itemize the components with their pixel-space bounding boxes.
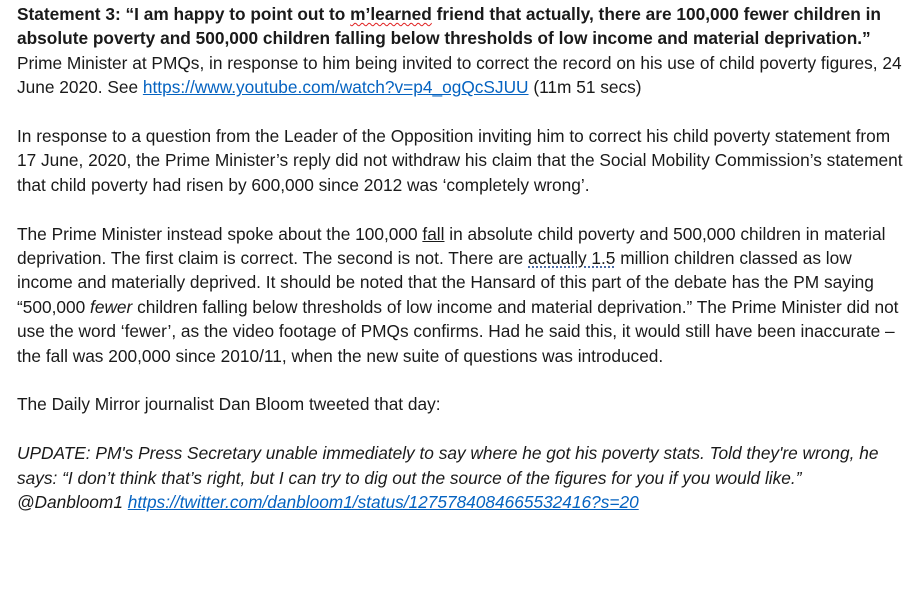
statement-quote: Statement 3: “I am happy to point out to m’learned friend that actually, there are 100,000 fewer children in absolute poverty and 500,000 children falling below thresholds of low income and material deprivation.”	[17, 4, 881, 49]
response-paragraph: In response to a question from the Leader of the Opposition inviting him to correct his child poverty statement from 17 June, 2020, the Prime Minister’s reply did not withdraw his claim that the Social Mobility Commission’s statement that child poverty had risen by 600,000 since 2012 was ‘completely wrong’.	[17, 126, 903, 195]
youtube-link[interactable]: https://www.youtube.com/watch?v=p4_ogQcSJUU	[142, 77, 529, 98]
twitter-link[interactable]: https://twitter.com/danbloom1/status/1275784084665532416?s=20	[127, 492, 639, 513]
fall-word: fall	[422, 223, 445, 244]
paragraph-spacer	[17, 197, 907, 221]
document-body	[17, 0, 907, 514]
video-timestamp: (11m 51 secs)	[528, 77, 642, 98]
paragraph-spacer	[17, 100, 907, 124]
tweet-intro-paragraph: The Daily Mirror journalist Dan Bloom tweeted that day:	[17, 394, 441, 415]
tweet-quote	[17, 441, 907, 514]
statement-context: Prime Minister at PMQs, in response to him being invited to correct the record on his use of child poverty figures, 24 June 2020. See	[17, 52, 902, 98]
spelling-flagged-word[interactable]: m’learned	[350, 4, 432, 24]
grammar-flagged-phrase[interactable]: actually 1.5	[528, 248, 616, 269]
fewer-word: fewer	[90, 296, 133, 317]
paragraph-spacer	[17, 417, 907, 441]
paragraph-spacer	[17, 368, 907, 392]
tweet-text: UPDATE: PM's Press Secretary unable immediately to say where he got his poverty stats. Told they're wrong, he says: “I don’t think that’s right, but I can try to dig out the source of the figures for you if you would like.” @Danbloom1	[17, 443, 879, 513]
analysis-paragraph: The Prime Minister instead spoke about the 100,000 fall in absolute child poverty and 500,000 children in material deprivation. The first claim is correct. The second is not. There are actually 1.5 million children classed as low income and materially deprived. It should be noted that the Hansard of this part of the debate has the PM saying “500,000 fewer children falling below thresholds of low income and material deprivation.” The Prime Minister did not use the word ‘fewer’, as the video footage of PMQs confirms. Had he said this, it would still have been inaccurate – the fall was 200,000 since 2010/11, when the new suite of questions was introduced.	[17, 223, 899, 366]
statement-label: Statement 3:	[17, 4, 121, 24]
statement-paragraph	[17, 2, 907, 100]
